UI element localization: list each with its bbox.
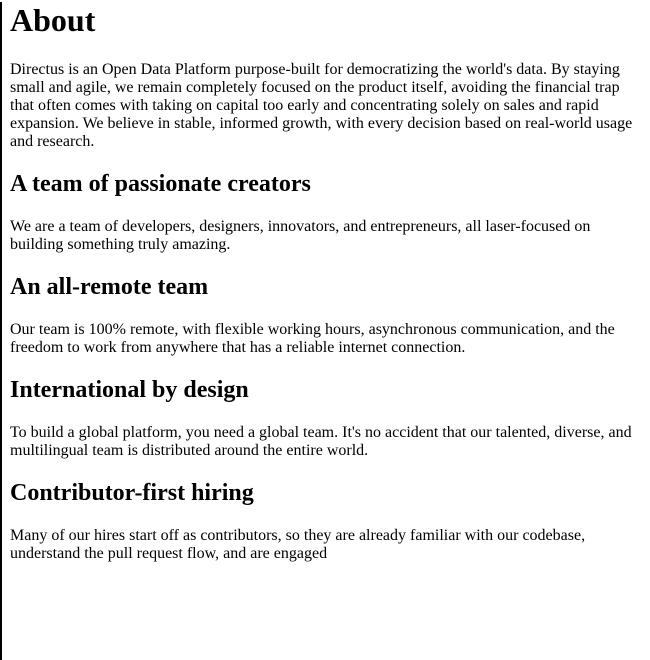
about-page	[2, 2, 650, 563]
section-paragraph-all-remote-team: Our team is 100% remote, with flexible working hours, asynchronous communication, and the freedom to work from anywhere that has a reliable internet connection.	[10, 321, 615, 356]
section-paragraph-international-by-design: To build a global platform, you need a global team. It's no accident that our talented, diverse, and multilingual team is distributed around the entire world.	[10, 424, 632, 459]
intro-paragraph: Directus is an Open Data Platform purpose-built for democratizing the world's data. By staying small and agile, we remain completely focused on the product itself, avoiding the financial trap that often comes with taking on capital too early and concentrating solely on sales and rapid expansion. We believe in stable, informed growth, with every decision based on real-world usage and research.	[10, 61, 633, 150]
section-paragraph-passionate-creators: We are a team of developers, designers, innovators, and entrepreneurs, all laser-focused on building something truly amazing.	[10, 218, 591, 253]
page-title: About	[10, 2, 96, 38]
section-heading-all-remote-team: An all-remote team	[10, 274, 209, 300]
section-heading-international-by-design: International by design	[10, 377, 249, 403]
section-heading-passionate-creators: A team of passionate creators	[10, 171, 311, 197]
browser-page	[0, 2, 650, 660]
section-paragraph-contributor-first-hiring: Many of our hires start off as contributors, so they are already familiar with our codebase, understand the pull request flow, and are engaged	[10, 527, 586, 562]
section-heading-contributor-first-hiring: Contributor-first hiring	[10, 480, 254, 506]
